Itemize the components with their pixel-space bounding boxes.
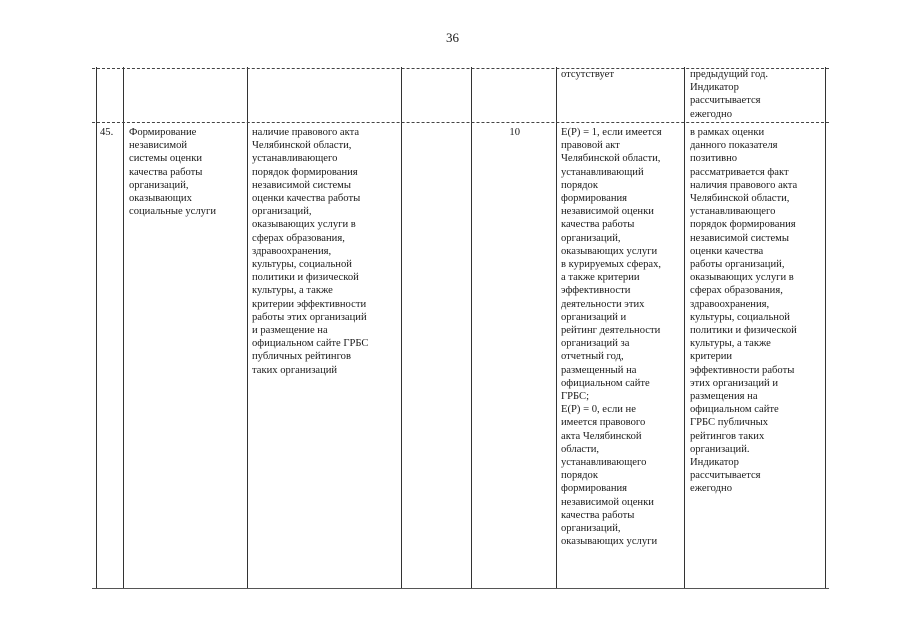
column-border bbox=[96, 67, 97, 589]
row-index: 45. bbox=[100, 127, 114, 138]
indicator-description-cell: наличие правового акта Челябинской области, устанавливающего порядок формирования независимой системы оценки качества работы организаций, оказывающих услуги в сферах образования, здравоохранения, культуры, социальной политики и физической культуры, а также критерии эффективности работы этих организаций и размещение на официальном сайте ГРБС публичных рейтингов таких организаций bbox=[252, 127, 369, 376]
criterion-cell-prev: отсутствует bbox=[561, 69, 614, 80]
weight-cell: 10 bbox=[509, 127, 520, 138]
comment-cell: в рамках оценки данного показателя позитивно рассматривается факт наличия правового акта Челябинской области, устанавливающего порядок формирования независимой системы оценки качества работы организаций, оказывающих услуги в сферах образования, здравоохранения, культуры, социальной политики и физической культуры, а также критерии эффективности работы этих организаций и размещения на официальном сайте ГРБС публичных рейтингов таких организаций. Индикатор рассчитывается ежегодно bbox=[690, 127, 798, 495]
comment-cell-prev: предыдущий год. Индикатор рассчитывается ежегодно bbox=[690, 69, 768, 120]
column-border bbox=[123, 67, 124, 589]
column-border bbox=[684, 67, 685, 589]
column-border bbox=[556, 67, 557, 589]
column-border bbox=[247, 67, 248, 589]
page-number: 36 bbox=[446, 30, 459, 45]
criterion-cell: E(P) = 1, если имеется правовой акт Челябинской области, устанавливающий порядок формирования независимой оценки качества работы организаций, оказывающих услуги в курируемых сферах, а также критерии эффективности деятельности этих организаций и рейтинг деятельности организаций за отчетный год, размещенный на официальном сайте ГРБС; E(P) = 0, если не имеется правового акта Челябинской области, устанавливающего порядок формирования независимой оценки качества работы организаций, оказывающих услуги bbox=[561, 127, 662, 548]
row-border bbox=[92, 588, 829, 589]
indicator-name-cell: Формирование независимой системы оценки качества работы организаций, оказывающих социальные услуги bbox=[129, 127, 216, 218]
column-border bbox=[825, 67, 826, 589]
column-border bbox=[401, 67, 402, 589]
column-border bbox=[471, 67, 472, 589]
row-border bbox=[92, 122, 829, 123]
